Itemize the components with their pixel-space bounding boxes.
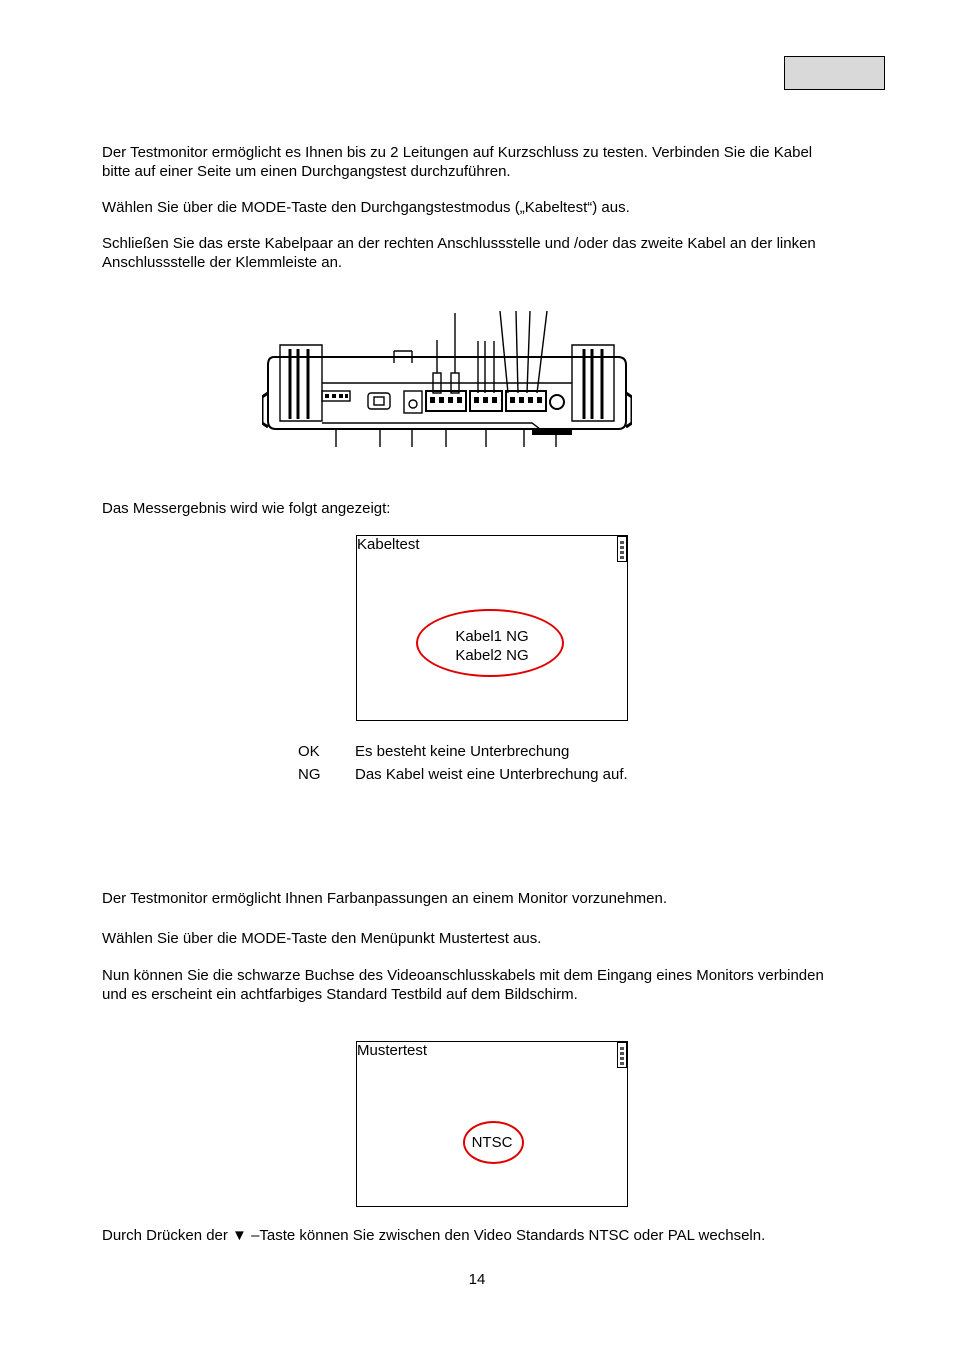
section2-intro bbox=[102, 889, 892, 908]
battery-icon bbox=[617, 1042, 627, 1068]
section1-intro-line-2: bitte auf einer Seite um einen Durchgangstest durchzuführen. bbox=[102, 163, 511, 180]
result-intro-line: Das Messergebnis wird wie folgt angezeigt: bbox=[102, 500, 391, 517]
section1-intro bbox=[102, 143, 892, 181]
section1-intro-line-1: Der Testmonitor ermöglicht es Ihnen bis zu 2 Leitungen auf Kurzschluss zu testen. Verbinden Sie die Kabel bbox=[102, 144, 813, 161]
toggle-instruction-line: Durch Drücken der ▼ –Taste können Sie zwischen den Video Standards NTSC oder PAL wechseln. bbox=[102, 1227, 766, 1244]
legend-row-ok bbox=[298, 742, 569, 761]
device-terminal-diagram bbox=[262, 305, 632, 447]
screen-title: Mustertest bbox=[357, 1042, 428, 1059]
page-number: 14 bbox=[468, 1271, 486, 1288]
section2-toggle-instruction bbox=[102, 1226, 892, 1245]
cable2-status: Kabel2 NG bbox=[455, 647, 529, 664]
section1-connect-line-1: Schließen Sie das erste Kabelpaar an der rechten Anschlussstelle und /oder das zweite Kabel an der linken bbox=[102, 235, 816, 252]
legend-row-ng bbox=[298, 765, 628, 784]
section2-connect-line-2: und es erscheint ein achtfarbiges Standard Testbild auf dem Bildschirm. bbox=[102, 986, 578, 1003]
battery-icon bbox=[617, 536, 627, 562]
result-intro bbox=[102, 499, 892, 518]
screen-title: Kabeltest bbox=[357, 536, 420, 553]
section1-mode-line: Wählen Sie über die MODE-Taste den Durchgangstestmodus („Kabeltest“) aus. bbox=[102, 199, 630, 216]
kabeltest-screen bbox=[356, 535, 628, 721]
language-tab-box bbox=[784, 56, 885, 90]
section1-mode-instruction bbox=[102, 198, 892, 217]
video-standard-status: NTSC bbox=[471, 1134, 513, 1151]
section2-intro-line: Der Testmonitor ermöglicht Ihnen Farbanpassungen an einem Monitor vorzunehmen. bbox=[102, 890, 668, 907]
section2-connect-instruction bbox=[102, 966, 892, 1004]
legend-key: OK bbox=[298, 743, 320, 760]
legend-key: NG bbox=[298, 766, 321, 783]
cable1-status: Kabel1 NG bbox=[455, 628, 529, 645]
mustertest-screen bbox=[356, 1041, 628, 1207]
section1-connect-line-2: Anschlussstelle der Klemmleiste an. bbox=[102, 254, 343, 271]
legend-text: Das Kabel weist eine Unterbrechung auf. bbox=[355, 766, 628, 783]
section2-mode-instruction bbox=[102, 929, 892, 948]
section1-connect-instruction bbox=[102, 234, 892, 272]
legend-text: Es besteht keine Unterbrechung bbox=[355, 743, 570, 760]
section2-connect-line-1: Nun können Sie die schwarze Buchse des Videoanschlusskabels mit dem Eingang eines Monitors verbinden bbox=[102, 967, 824, 984]
section2-mode-line: Wählen Sie über die MODE-Taste den Menüpunkt Mustertest aus. bbox=[102, 930, 542, 947]
